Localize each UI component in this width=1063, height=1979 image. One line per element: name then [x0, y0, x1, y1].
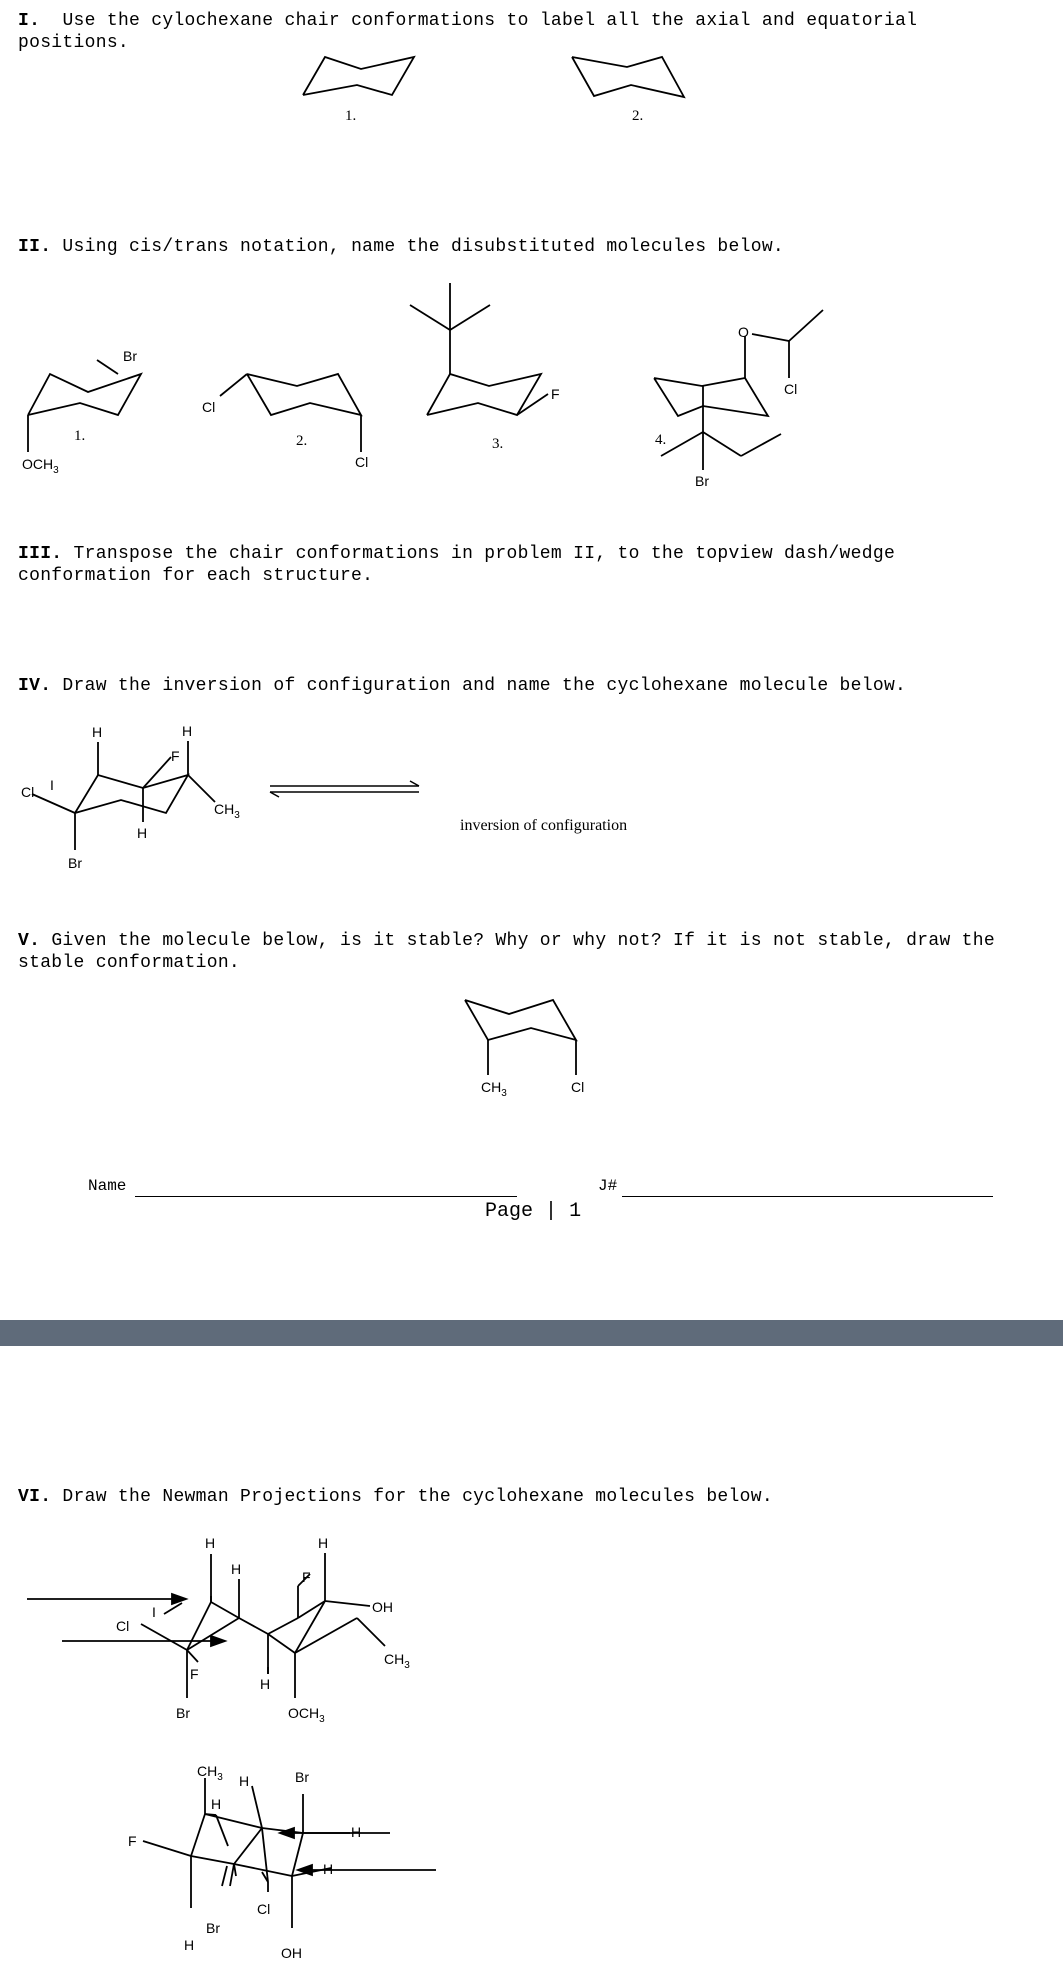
q6a-h-label-2: H [231, 1561, 242, 1577]
question-1-number: I. [18, 11, 41, 31]
page-separator: | [545, 1200, 558, 1223]
q2-m3-number: 3. [492, 436, 504, 452]
q5-cl-label: Cl [571, 1079, 585, 1095]
q2-m4-o-label: O [738, 324, 749, 340]
q2-molecule-3 [410, 283, 560, 452]
q6a-h-label-3: H [318, 1535, 329, 1551]
name-label: Name [88, 1177, 127, 1195]
q4-inversion-label: inversion of configuration [460, 817, 628, 834]
q4-f-label: F [171, 748, 180, 764]
q2-molecule-2 [202, 374, 368, 470]
q6a-cl-label: Cl [116, 1618, 130, 1634]
question-3-number: III. [18, 544, 63, 564]
q4-ch3-label: $CH_3$ [214, 801, 240, 821]
q1-chair-1-number: 1. [345, 108, 357, 124]
q2-m1-number: 1. [74, 428, 86, 444]
q6a-och3-label: $OCH_3$ [288, 1705, 325, 1725]
q2-m2-cl-label: Cl [202, 399, 216, 415]
q1-chair-1 [303, 57, 414, 124]
page-label: Page [485, 1200, 534, 1223]
question-2-number: II. [18, 237, 52, 257]
question-1-text: Use the cylochexane chair conformations to label all the axial and equatorial positions. [18, 11, 929, 53]
name-field[interactable] [135, 1196, 517, 1197]
q2-m4-number: 4. [655, 432, 667, 448]
q2-m1-br-label: Br [123, 348, 137, 364]
question-2-text: Using cis/trans notation, name the disubstituted molecules below. [62, 237, 785, 257]
q6b-h-label-2: H [211, 1796, 222, 1812]
q4-br-label: Br [68, 855, 82, 871]
q6b-oh-label: OH [281, 1945, 302, 1961]
page-indicator [485, 1200, 581, 1223]
q2-m3-f-label: F [551, 386, 560, 402]
q6b-f-label: F [128, 1833, 137, 1849]
q6-molecule-b [128, 1763, 436, 1961]
q6a-f-label-2: F [190, 1666, 199, 1682]
question-4-text: Draw the inversion of configuration and name the cyclohexane molecule below. [62, 676, 907, 696]
q5-molecule [465, 1000, 584, 1099]
q6-molecule-a [27, 1535, 410, 1725]
q2-molecule-1 [22, 348, 141, 476]
question-5-text: Given the molecule below, is it stable? Why or why not? If it is not stable, draw the stable conformation. [18, 931, 1007, 973]
jnum-field[interactable] [622, 1196, 993, 1197]
question-3-text: Transpose the chair conformations in problem II, to the topview dash/wedge conformation for each structure. [18, 544, 907, 586]
q6a-f-label: F [302, 1569, 311, 1585]
page-divider [0, 1320, 1063, 1346]
page-2-structures [0, 1346, 1063, 1979]
q6a-br-label: Br [176, 1705, 190, 1721]
q6a-h-label-4: H [260, 1676, 271, 1692]
q6b-h-label-5: H [184, 1937, 195, 1953]
q6b-br-label-2: Br [206, 1920, 220, 1936]
q6a-i-label: I [152, 1604, 156, 1620]
q2-m2-cl-label-2: Cl [355, 454, 369, 470]
question-5-number: V. [18, 931, 41, 951]
q6a-ch3-label: $CH_3$ [384, 1651, 410, 1671]
q4-i-label: I [50, 777, 54, 793]
q1-chair-2 [572, 57, 684, 124]
q2-m1-och3-label: $OCH_3$ [22, 456, 59, 476]
q6b-cl-label: Cl [257, 1901, 271, 1917]
q6b-h-label-4: H [323, 1861, 334, 1877]
q4-molecule [21, 723, 627, 871]
q6a-oh-label: OH [372, 1599, 393, 1615]
q5-ch3-label: $CH_3$ [481, 1079, 507, 1099]
question-6-number: VI. [18, 1487, 52, 1507]
q2-m2-number: 2. [296, 433, 308, 449]
q6b-h-label-3: H [351, 1824, 362, 1840]
q4-h-label-2: H [182, 723, 193, 739]
q4-h-label-3: H [137, 825, 148, 841]
page-number: 1 [569, 1200, 582, 1223]
q2-molecule-4 [654, 310, 823, 489]
jnum-label: J# [598, 1177, 618, 1195]
q6b-h-label-1: H [239, 1773, 250, 1789]
q6b-br-label: Br [295, 1769, 309, 1785]
q6a-h-label-1: H [205, 1535, 216, 1551]
q4-h-label-1: H [92, 724, 103, 740]
q4-cl-label: Cl [21, 784, 35, 800]
question-4-number: IV. [18, 676, 52, 696]
q6b-ch3-label: $CH_3$ [197, 1763, 223, 1783]
q2-m4-br-label: Br [695, 473, 709, 489]
q1-chair-2-number: 2. [632, 108, 644, 124]
q2-m4-cl-label: Cl [784, 381, 798, 397]
question-6-text: Draw the Newman Projections for the cyclohexane molecules below. [62, 1487, 773, 1507]
worksheet-page-2 [0, 1346, 1063, 1979]
